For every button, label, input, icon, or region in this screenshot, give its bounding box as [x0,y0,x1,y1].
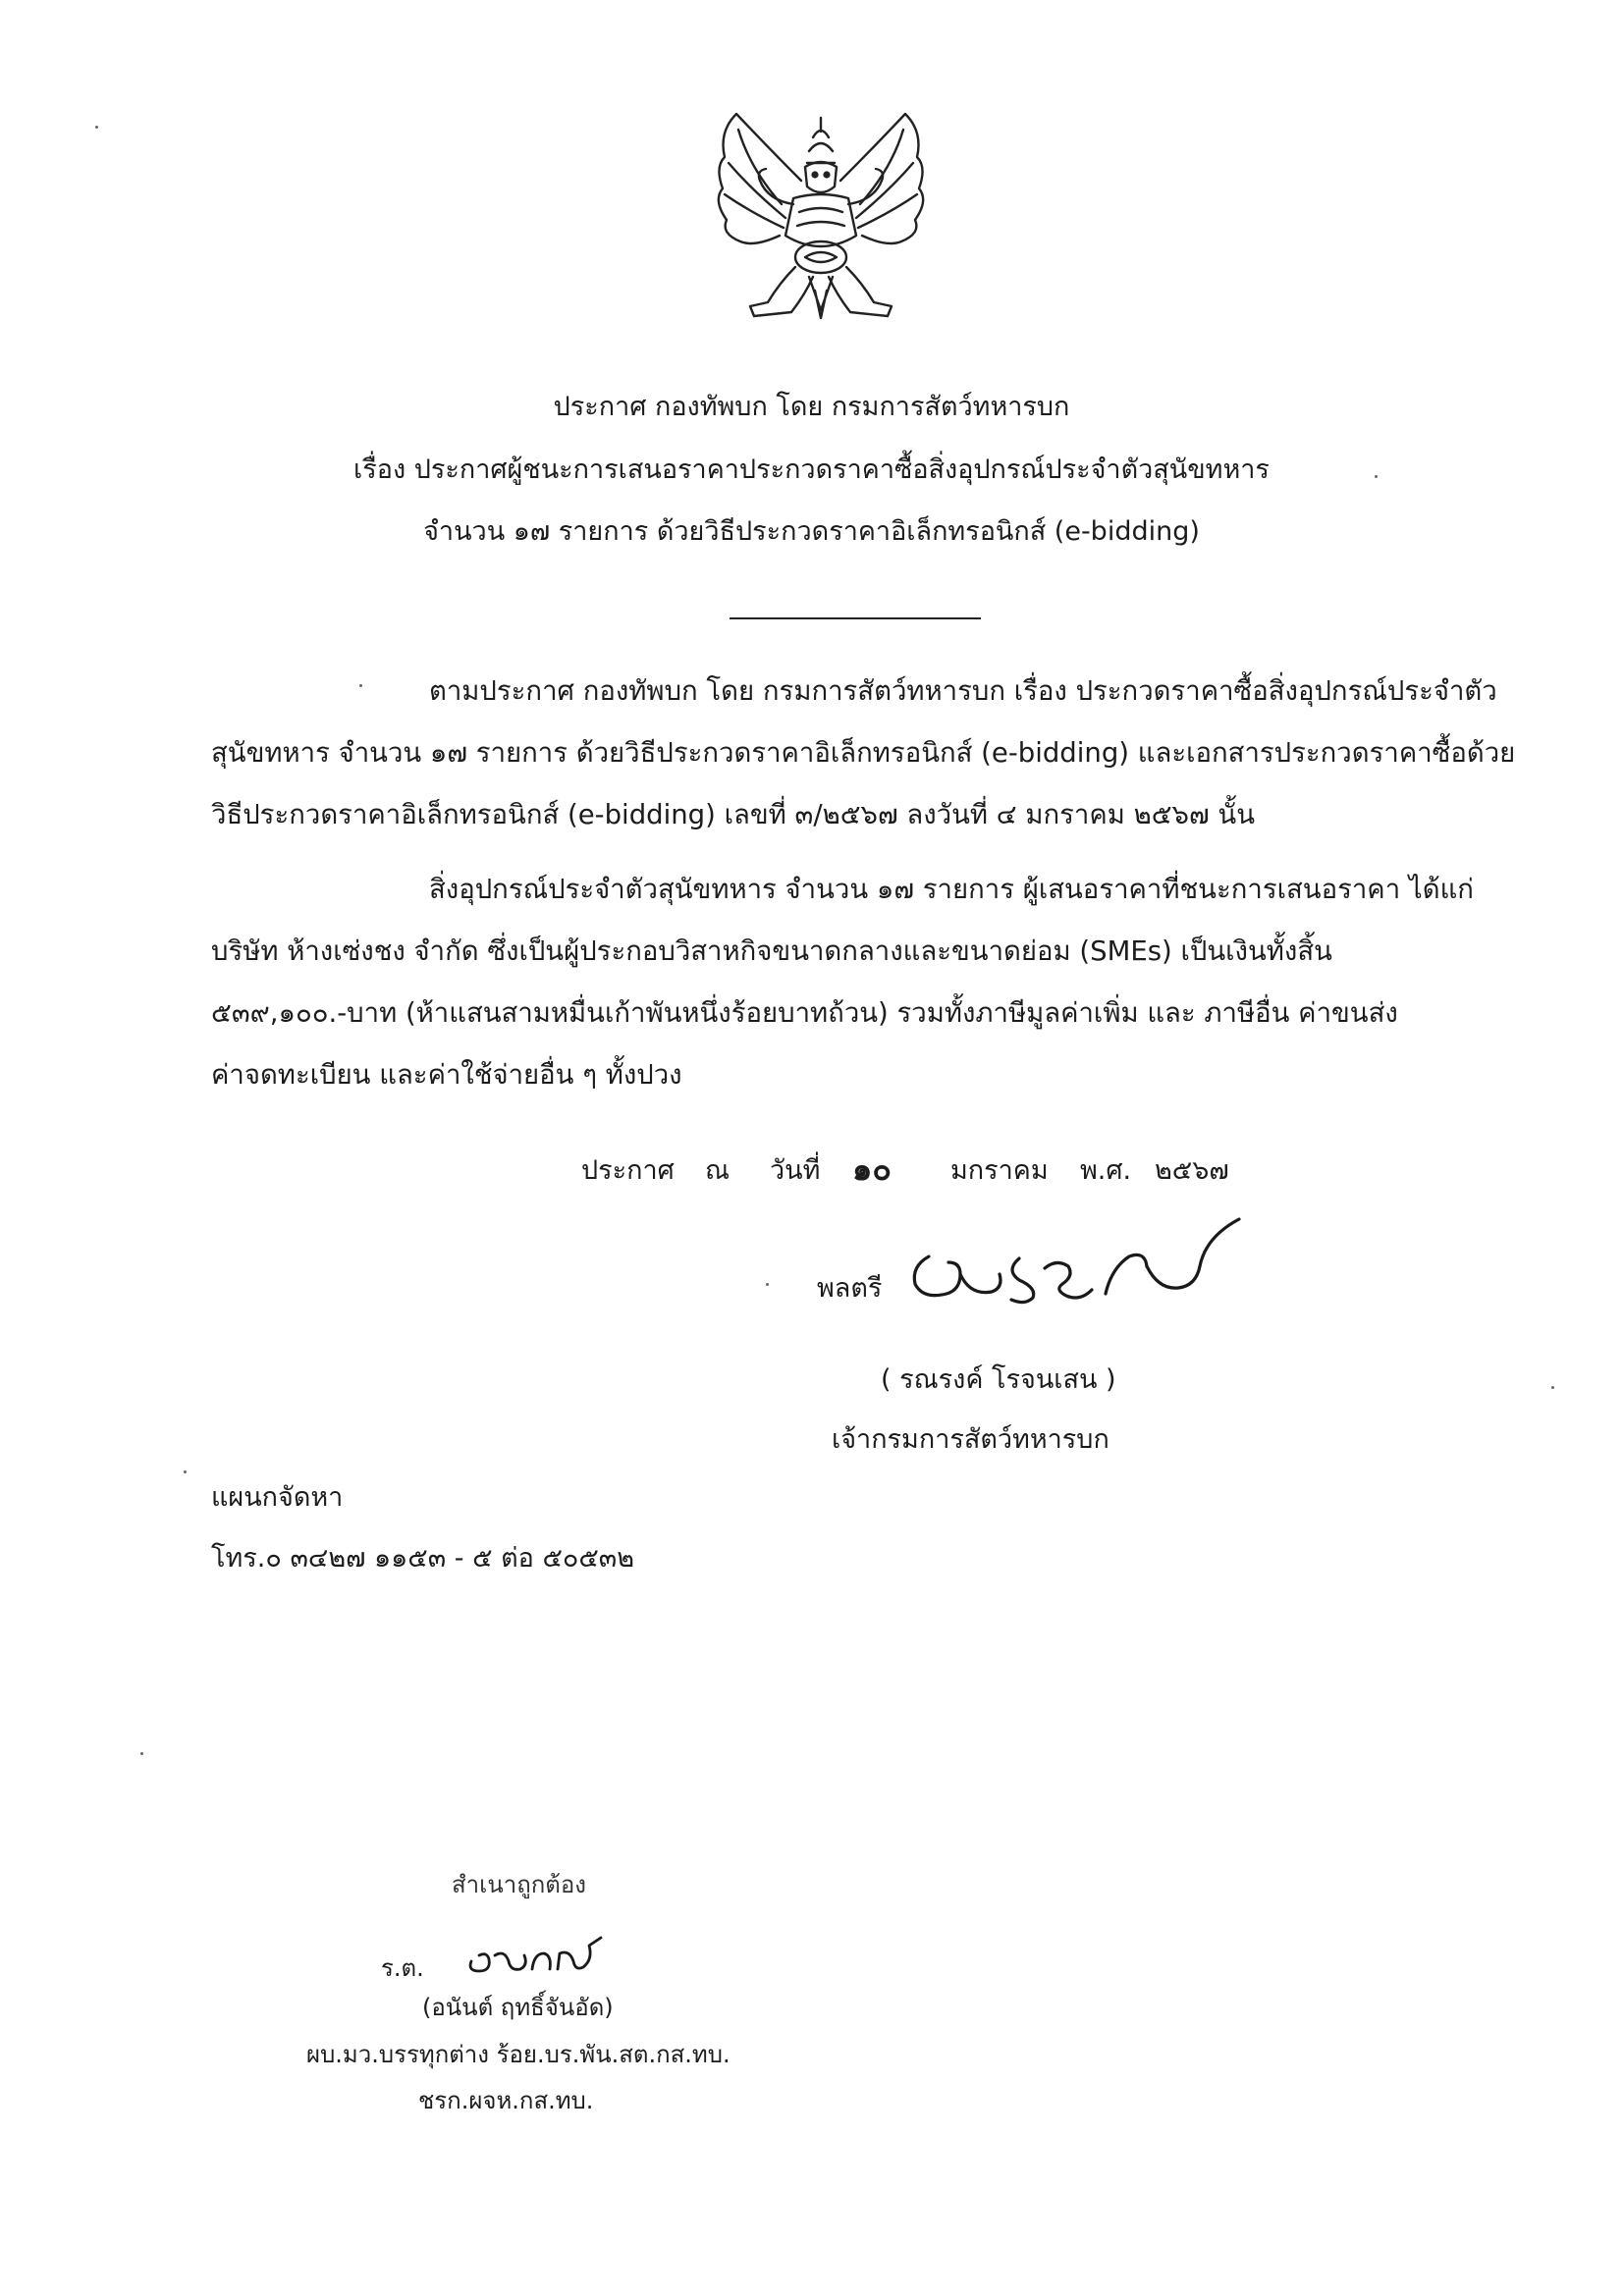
header-divider [730,617,981,619]
paragraph-1-line-1: ตามประกาศ กองทัพบก โดย กรมการสัตว์ทหารบก เรื่อง ประกวดราคาซื้อสิ่งอุปกรณ์ประจำตัว [429,675,1497,707]
paragraph-1-line-3: วิธีประกวดราคาอิเล็กทรอนิกส์ (e-bidding) เลขที่ ๓/๒๕๖๗ ลงวันที่ ๔ มกราคม ๒๕๖๗ นั้น [211,799,1256,830]
signatory-name: ( รณรงค์ โรจนเสน ) [881,1364,1116,1395]
contact-department: แผนกจัดหา [211,1482,344,1513]
scan-speck [1551,1386,1554,1389]
announce-at: ณ [705,1155,730,1186]
announcement-subject: เรื่อง ประกาศผู้ชนะการเสนอราคาประกวดราคาซื้อสิ่งอุปกรณ์ประจำตัวสุนัขทหาร [353,454,1270,485]
paragraph-1-line-2: สุนัขทหาร จำนวน ๑๗ รายการ ด้วยวิธีประกวดราคาอิเล็กทรอนิกส์ (e-bidding) และเอกสารประกวดราคาซื้อด้วย [211,737,1516,769]
scan-speck [95,126,98,129]
announce-month: มกราคม [950,1155,1049,1186]
announcement-title: ประกาศ กองทัพบก โดย กรมการสัตว์ทหารบก [553,392,1070,422]
contact-phone: โทร.๐ ๓๔๒๗ ๑๑๕๓ - ๕ ต่อ ๕๐๕๓๒ [211,1543,635,1574]
scan-speck [184,1470,187,1473]
certifier-name: (อนันต์ ฤทธิ์จันอัด) [422,1994,614,2021]
certifier-signature [461,1932,609,1979]
certifier-position-2: ชรก.ผจห.กส.ทบ. [418,2087,594,2114]
certifier-rank: ร.ต. [381,1954,424,1982]
certified-copy-label: สำเนาถูกต้อง [452,1871,586,1898]
paragraph-2-line-1: สิ่งอุปกรณ์ประจำตัวสุนัขทหาร จำนวน ๑๗ รายการ ผู้เสนอราคาที่ชนะการเสนอราคา ได้แก่ [429,874,1474,905]
scan-speck [140,1752,143,1755]
scan-speck [766,1283,769,1286]
paragraph-2-line-3: ๕๓๙,๑๐๐.-บาท (ห้าแสนสามหมื่นเก้าพันหนึ่งร้อยบาทถ้วน) รวมทั้งภาษีมูลค่าเพิ่ม และ ภาษีอื่น ค่าขนส่ง [211,997,1398,1029]
signatory-rank: พลตรี [817,1273,883,1304]
announce-day: ๑๐ [852,1150,892,1188]
paragraph-2-line-4: ค่าจดทะเบียน และค่าใช้จ่ายอื่น ๆ ทั้งปวง [211,1059,682,1091]
garuda-emblem [711,110,931,322]
announce-date-label: วันที่ [770,1155,821,1186]
signatory-position: เจ้ากรมการสัตว์ทหารบก [832,1424,1109,1455]
announce-year: ๒๕๖๗ [1155,1155,1229,1186]
paragraph-2-line-2: บริษัท ห้างเซ่งชง จำกัด ซึ่งเป็นผู้ประกอบวิสาหกิจขนาดกลางและขนาดย่อม (SMEs) เป็นเงินทั้งสิ้น [211,935,1332,967]
scan-speck [359,684,362,687]
announce-prefix: ประกาศ [581,1155,675,1186]
announce-year-label: พ.ศ. [1080,1155,1132,1186]
announcement-subject-continued: จำนวน ๑๗ รายการ ด้วยวิธีประกวดราคาอิเล็กทรอนิกส์ (e-bidding) [423,516,1200,547]
signatory-signature [901,1205,1255,1313]
scan-speck [1375,475,1378,478]
certifier-position-1: ผบ.มว.บรรทุกต่าง ร้อย.บร.พัน.สต.กส.ทบ. [306,2041,730,2068]
